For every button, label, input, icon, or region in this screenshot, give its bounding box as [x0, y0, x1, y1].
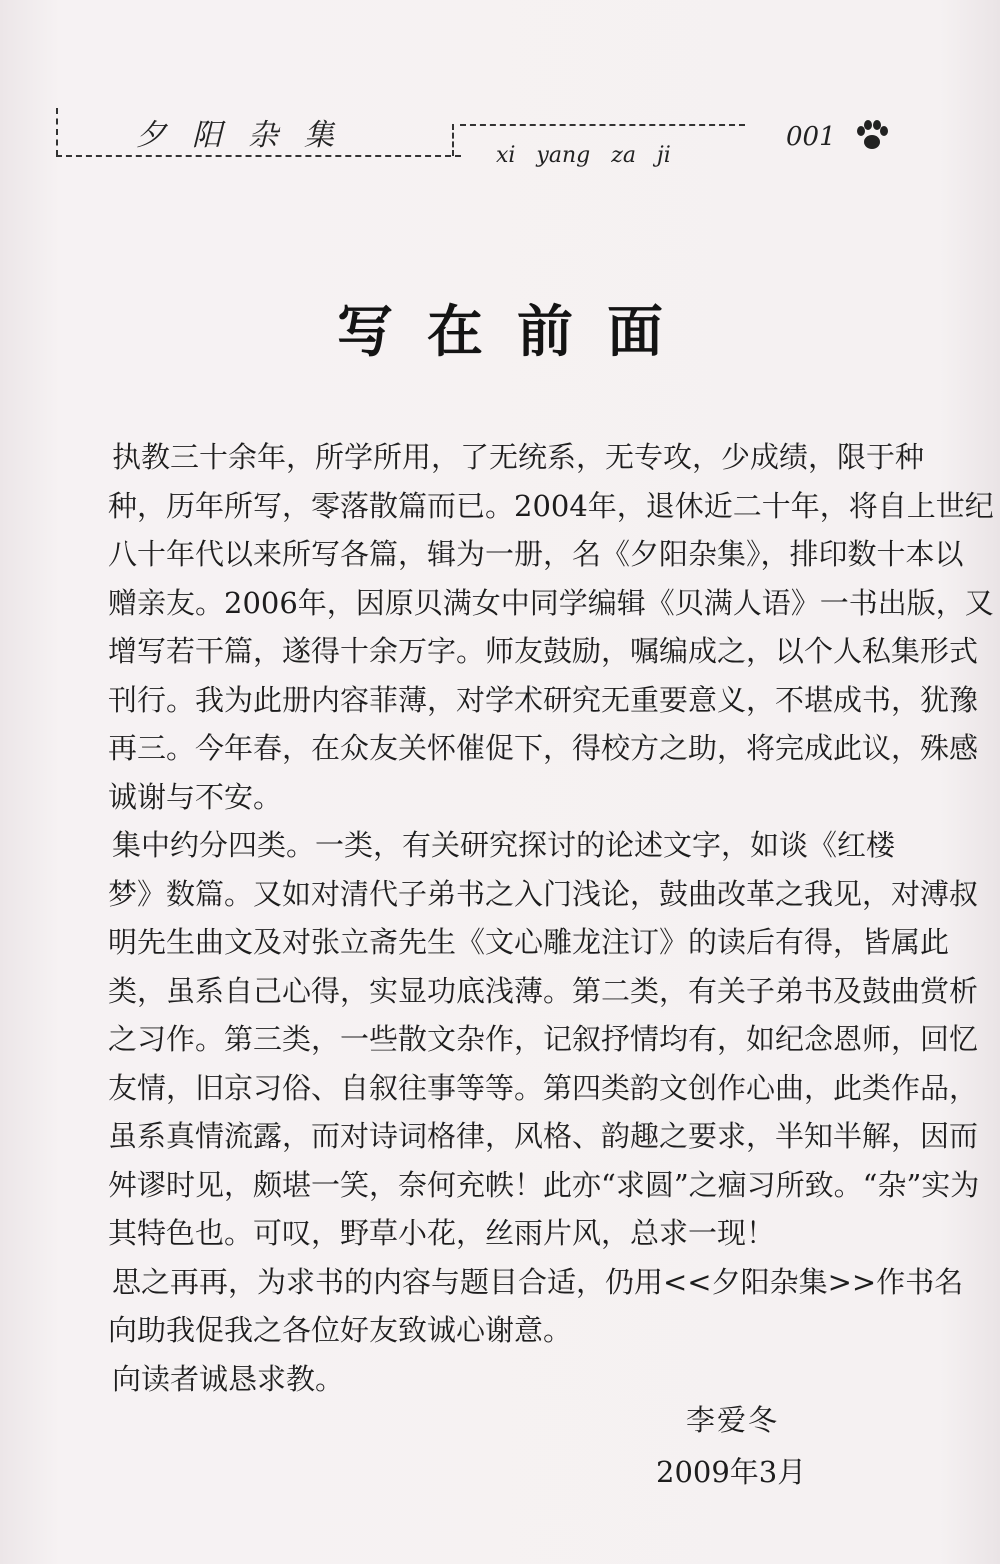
- running-header-title: 夕阳杂集: [136, 118, 360, 153]
- header-dashed-border-top: [460, 124, 745, 126]
- paw-print-icon: [852, 116, 892, 156]
- body-line: 诚谢与不安。: [108, 779, 283, 814]
- body-line: 舛谬时见，颇堪一笑，奈何充帙！此亦“求圆”之痼习所致。“杂”实为: [108, 1167, 980, 1202]
- author-signature: 李爱冬: [686, 1403, 780, 1437]
- body-line: 种，历年所写，零落散篇而已。2004年，退休近二十年，将自上世纪: [108, 488, 994, 523]
- header-dashed-border-step: [452, 124, 454, 156]
- page-title: 写在前面: [337, 299, 697, 365]
- body-line: 赠亲友。2006年，因原贝满女中同学编辑《贝满人语》一书出版，又: [108, 585, 994, 620]
- body-line: 刊行。我为此册内容菲薄，对学术研究无重要意义，不堪成书，犹豫: [108, 682, 979, 717]
- page-number: 001: [786, 122, 836, 152]
- body-line: 向助我促我之各位好友致诚心谢意。: [108, 1313, 573, 1347]
- body-line: 再三。今年春，在众友关怀催促下，得校方之助，将完成此议，殊感: [108, 731, 979, 765]
- body-line: 增写若干篇，遂得十余万字。师友鼓励，嘱编成之，以个人私集形式: [108, 634, 979, 668]
- header-dashed-border-left: [56, 108, 58, 156]
- body-line: 思之再再，为求书的内容与题目合适，仍用<<夕阳杂集>>作书名: [112, 1264, 964, 1299]
- body-line: 向读者诚恳求教。: [112, 1361, 345, 1396]
- running-header-pinyin: xi yang za ji: [496, 143, 671, 168]
- body-line: 明先生曲文及对张立斋先生《文心雕龙注订》的读后有得，皆属此: [108, 925, 950, 959]
- header-dashed-border-bottom: [56, 155, 461, 157]
- body-line: 虽系真情流露，而对诗词格律，风格、韵趣之要求，半知半解，因而: [108, 1119, 979, 1153]
- body-line: 类，虽系自己心得，实显功底浅薄。第二类，有关子弟书及鼓曲赏析: [108, 973, 979, 1008]
- body-line: 八十年代以来所写各篇，辑为一册，名《夕阳杂集》，排印数十本以: [108, 537, 964, 571]
- signature-date: 2009年3月: [656, 1455, 807, 1489]
- body-line: 友情，旧京习俗、自叙往事等等。第四类韵文创作心曲，此类作品，: [108, 1070, 979, 1105]
- body-line: 梦》数篇。又如对清代子弟书之入门浅论，鼓曲改革之我见，对溥叔: [108, 876, 979, 911]
- body-line: 集中约分四类。一类，有关研究探讨的论述文字，如谈《红楼: [112, 828, 896, 862]
- body-line: 其特色也。可叹，野草小花，丝雨片风，总求一现！: [108, 1216, 776, 1250]
- body-line: 之习作。第三类，一些散文杂作，记叙抒情均有，如纪念恩师，回忆: [108, 1022, 979, 1056]
- body-line: 执教三十余年，所学所用，了无统系，无专攻，少成绩，限于种: [112, 440, 925, 474]
- preface-body: [108, 433, 994, 1403]
